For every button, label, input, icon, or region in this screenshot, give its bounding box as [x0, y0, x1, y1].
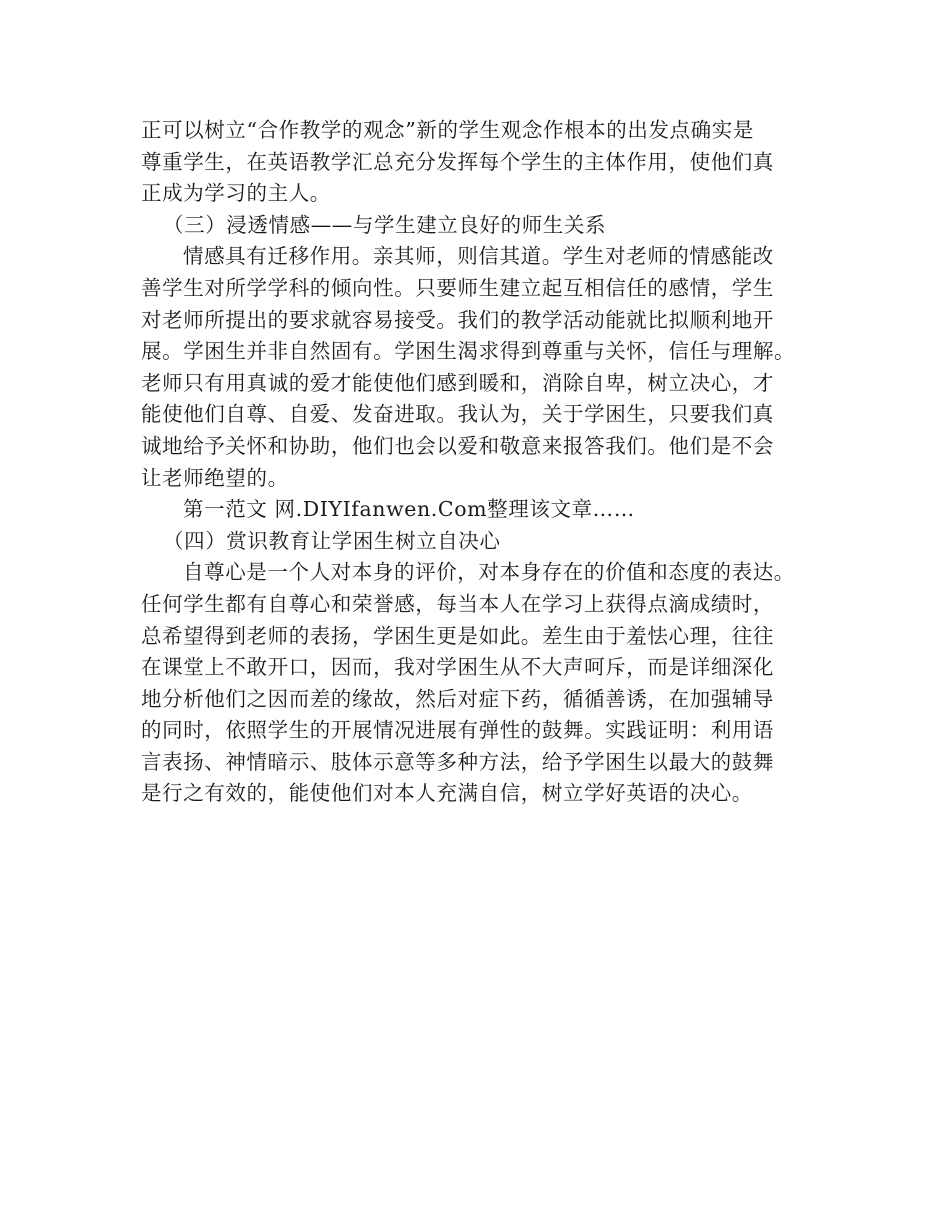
- paragraph-line: 正成为学习的主人。: [141, 181, 331, 206]
- paragraph-line: 能使他们自尊、自爱、发奋进取。我认为，关于学困生，只要我们真: [141, 402, 774, 427]
- document-body: [141, 115, 831, 810]
- paragraph-line: 善学生对所学学科的倾向性。只要师生建立起互相信任的感情，学生: [141, 275, 774, 300]
- paragraph-line: 自尊心是一个人对本身的评价，对本身存在的价值和态度的表达。: [183, 560, 795, 585]
- paragraph-line: 诚地给予关怀和协助，他们也会以爱和敬意来报答我们。他们是不会: [141, 433, 774, 458]
- source-note: 第一范文 网.DIYIfanwen.Com整理该文章……: [183, 497, 635, 522]
- section-heading: （四）赏识教育让学困生树立自决心: [163, 528, 501, 553]
- paragraph-line: 是行之有效的，能使他们对本人充满自信，树立学好英语的决心。: [141, 781, 753, 806]
- paragraph-line: 老师只有用真诚的爱才能使他们感到暖和，消除自卑，树立决心，才: [141, 370, 774, 395]
- paragraph-line: 言表扬、神情暗示、肢体示意等多种方法，给予学困生以最大的鼓舞: [141, 749, 774, 774]
- paragraph-line: 正可以树立“合作教学的观念”新的学生观念作根本的出发点确实是: [141, 118, 754, 142]
- paragraph-line: 的同时，依照学生的开展情况进展有弹性的鼓舞。实践证明：利用语: [141, 718, 774, 743]
- paragraph-line: 情感具有迁移作用。亲其师，则信其道。学生对老师的情感能改: [183, 244, 774, 269]
- paragraph-line: 在课堂上不敢开口，因而，我对学困生从不大声呵斥，而是详细深化: [141, 655, 774, 680]
- paragraph-line: 总希望得到老师的表扬，学困生更是如此。差生由于羞怯心理，往往: [141, 623, 774, 648]
- paragraph-line: 尊重学生，在英语教学汇总充分发挥每个学生的主体作用，使他们真: [141, 149, 774, 174]
- paragraph-line: 让老师绝望的。: [141, 465, 289, 490]
- paragraph-line: 地分析他们之因而差的缘故，然后对症下药，循循善诱，在加强辅导: [141, 686, 774, 711]
- paragraph-line: 展。学困生并非自然固有。学困生渴求得到尊重与关怀，信任与理解。: [141, 339, 796, 364]
- paragraph-line: 对老师所提出的要求就容易接受。我们的教学活动能就比拟顺利地开: [141, 307, 774, 332]
- section-heading: （三）浸透情感——与学生建立良好的师生关系: [163, 212, 607, 237]
- paragraph-line: 任何学生都有自尊心和荣誉感，每当本人在学习上获得点滴成绩时，: [141, 591, 774, 616]
